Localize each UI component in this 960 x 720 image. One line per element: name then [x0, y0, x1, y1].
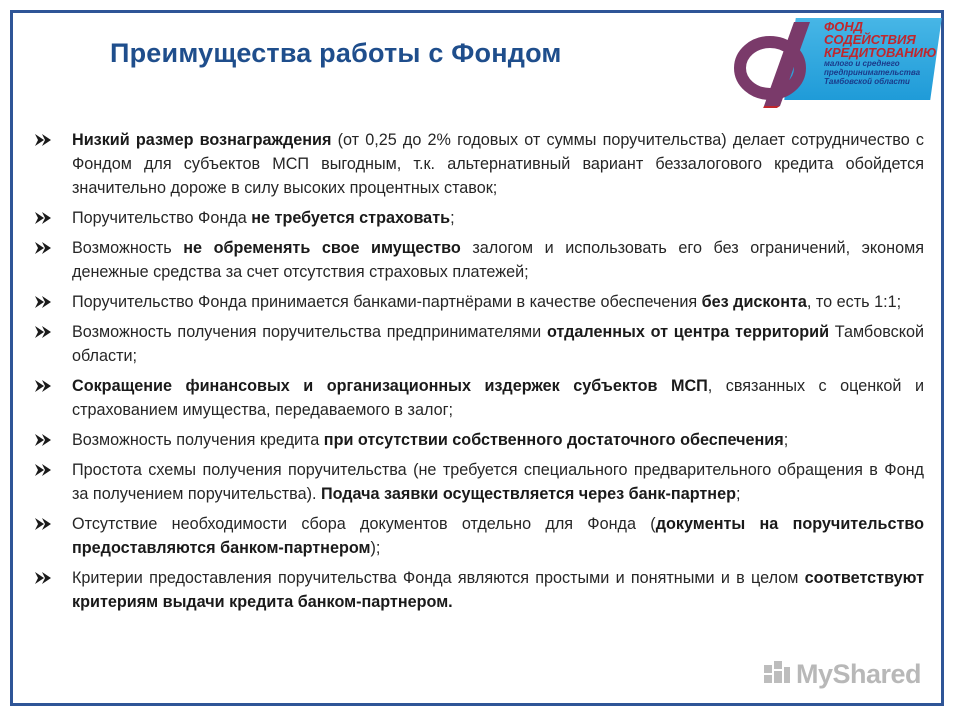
logo-text [824, 20, 936, 86]
benefit-text: ; [783, 431, 789, 449]
benefit-emphasis: без дисконта [701, 293, 807, 311]
arrow-bullet-icon [34, 433, 52, 447]
benefit-emphasis: отдаленных от центра территорий [546, 323, 830, 341]
logo-line-5: предпринимательства [824, 68, 921, 77]
benefits-list [34, 128, 924, 620]
benefit-text: залогом и использовать его без ограничений, экономя денежные средства за счет отсутствия страховых платежей; [72, 239, 925, 281]
benefit-item [34, 428, 924, 452]
benefit-text: ; [450, 209, 455, 227]
arrow-bullet-icon [34, 571, 52, 585]
benefit-item [34, 458, 924, 506]
fund-logo [728, 16, 938, 108]
benefit-emphasis: не обременять свое имущество [183, 239, 461, 257]
benefit-item [34, 512, 924, 560]
benefit-text: Тамбовской области; [72, 323, 925, 365]
benefit-item [34, 320, 924, 368]
benefit-emphasis: Сокращение финансовых и организационных издержек субъектов МСП [72, 377, 708, 395]
logo-line-4: малого и среднего [824, 59, 900, 68]
watermark-text: MyShared [796, 658, 922, 689]
benefit-item [34, 206, 924, 230]
benefit-emphasis: не требуется страховать [251, 209, 451, 227]
benefit-text: (от 0,25 до 2% годовых от суммы поручительства) делает сотрудничество с Фондом для субъектов МСП выгодным, т.к. альтернативный вариант беззалогового кредита обойдется значительно дороже в силу высоких процентных ставок; [72, 131, 925, 197]
arrow-bullet-icon [34, 295, 52, 309]
arrow-bullet-icon [34, 133, 52, 147]
logo-line-1: ФОНД [824, 19, 864, 34]
benefit-emphasis: Подача заявки осуществляется через банк-партнер [320, 485, 736, 503]
benefit-text: Простота схемы получения поручительства (не требуется специального предварительного обращения в Фонд за получением поручительства). [72, 461, 924, 503]
benefit-text: Возможность получения кредита [72, 431, 324, 449]
benefit-item [34, 566, 924, 614]
benefit-text: ; [735, 485, 741, 503]
page-title: Преимущества работы с Фондом [110, 38, 562, 68]
logo-line-2: СОДЕЙСТВИЯ [824, 32, 916, 47]
benefit-text: ); [370, 539, 381, 557]
arrow-bullet-icon [34, 379, 52, 393]
benefit-text: Поручительство Фонда [72, 209, 252, 227]
benefit-text: , связанных с оценкой и страхованием имущества, передаваемого в залог; [72, 377, 924, 419]
watermark-logo-icon [762, 657, 792, 691]
arrow-bullet-icon [34, 241, 52, 255]
benefit-item [34, 374, 924, 422]
logo-line-3: КРЕДИТОВАНИЮ [824, 45, 937, 60]
benefit-emphasis: при отсутствии собственного достаточного обеспечения [323, 431, 784, 449]
benefit-text: Возможность получения поручительства предпринимателями [72, 323, 547, 341]
benefit-emphasis: документы на поручительство предоставляются банком-партнером [72, 515, 925, 557]
benefit-emphasis: соответствуют критериям выдачи кредита банком-партнером. [72, 569, 924, 611]
benefit-text: Поручительство Фонда принимается банками-партнёрами в качестве обеспечения [72, 293, 702, 311]
watermark [762, 654, 932, 694]
benefit-item [34, 290, 924, 314]
benefit-item [34, 128, 924, 200]
arrow-bullet-icon [34, 325, 52, 339]
benefit-text: , то есть 1:1; [806, 293, 902, 311]
logo-line-6: Тамбовской области [824, 77, 910, 86]
benefit-text: Отсутствие необходимости сбора документов отдельно для Фонда ( [72, 515, 656, 533]
arrow-bullet-icon [34, 517, 52, 531]
benefit-text: Возможность [72, 239, 184, 257]
arrow-bullet-icon [34, 463, 52, 477]
benefit-item [34, 236, 924, 284]
benefit-emphasis: Низкий размер вознаграждения [72, 131, 332, 149]
benefit-text: Критерии предоставления поручительства Фонда являются простыми и понятными и в целом [72, 569, 805, 587]
arrow-bullet-icon [34, 211, 52, 225]
